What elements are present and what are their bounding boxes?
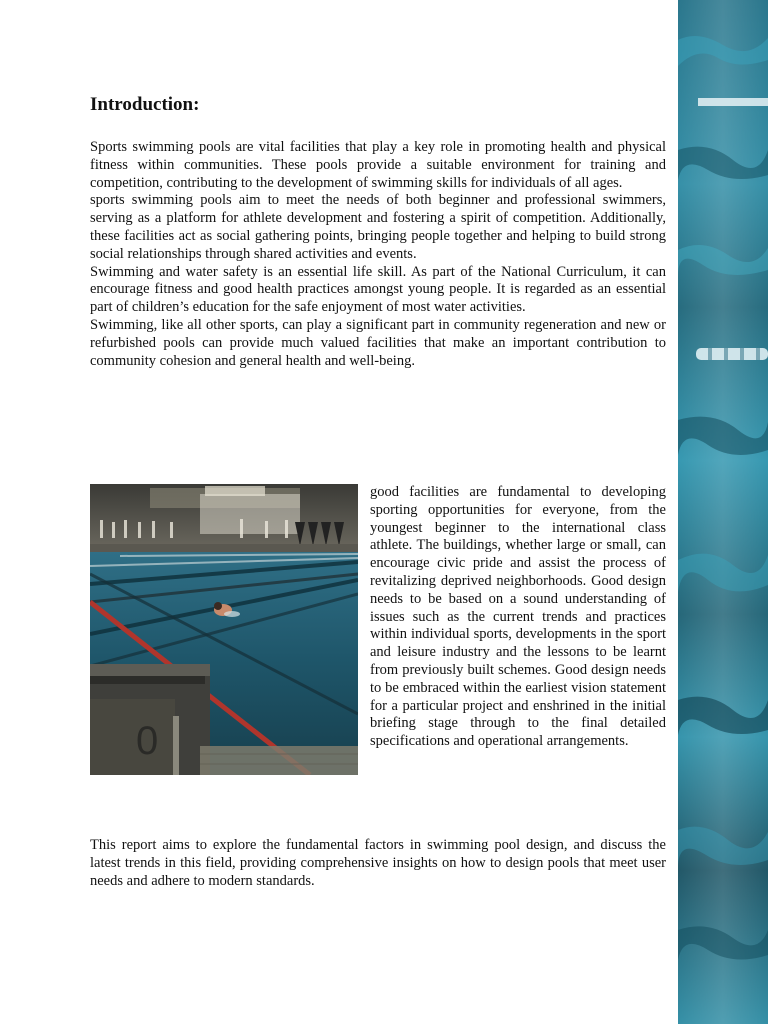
starting-block-number: 0: [136, 719, 159, 763]
lane-rope-middle: [696, 348, 768, 360]
image-text-row: [90, 484, 666, 776]
closing-paragraph: This report aims to explore the fundamental factors in swimming pool design, and discuss the latest trends in this field, providing comprehensive insights on how to design pools that meet user needs and adhere to modern standards.: [90, 837, 666, 889]
water-decoration-strip: [678, 0, 768, 1024]
facilities-paragraph: good facilities are fundamental to developing sporting opportunities for everyone, from the youngest beginner to the international class athlete. The buildings, whether large or small, can encourage civic pride and assist the process of revitalizing deprived neighborhoods. Good design needs to be based on a sound understanding of issues such as the current trends and practices within individual sports, developments in the sport and leisure industry and the lessons to be learnt from previously built schemes. Good design needs to be embraced within the earliest vision statement for a particular project and enshrined in the initial briefing stage through to the final detailed specifications and operational arrangements.: [370, 484, 666, 750]
lane-rope-top: [698, 98, 768, 106]
intro-paragraph-3: Swimming and water safety is an essential life skill. As part of the National Curriculum, it can encourage fitness and good health practices amongst young people. It is regarded as an essential part of children’s education for the safe enjoyment of most water activities.: [90, 263, 666, 316]
water-texture-graphic: [678, 0, 768, 1024]
swimming-pool-photo: [90, 484, 358, 775]
intro-paragraph-4: Swimming, like all other sports, can play a significant part in community regeneration and new or refurbished pools can provide much valued facilities that make an important contribution to community cohesion and general health and well-being.: [90, 316, 666, 369]
pool-photo-illustration: [90, 484, 358, 775]
intro-paragraph-1: Sports swimming pools are vital facilities that play a key role in promoting health and physical fitness within communities. These pools provide a suitable environment for training and competition, contributing to the development of swimming skills for individuals of all ages.: [90, 139, 666, 191]
intro-paragraph-2: sports swimming pools aim to meet the needs of both beginner and professional swimmers, serving as a platform for athlete development and fostering a spirit of competition. Additionally, these facilities act as social gathering points, bringing people together and helping to build strong social relationships through shared activities and events.: [90, 192, 666, 262]
section-heading: Introduction:: [90, 94, 200, 115]
intro-section: [90, 93, 666, 370]
